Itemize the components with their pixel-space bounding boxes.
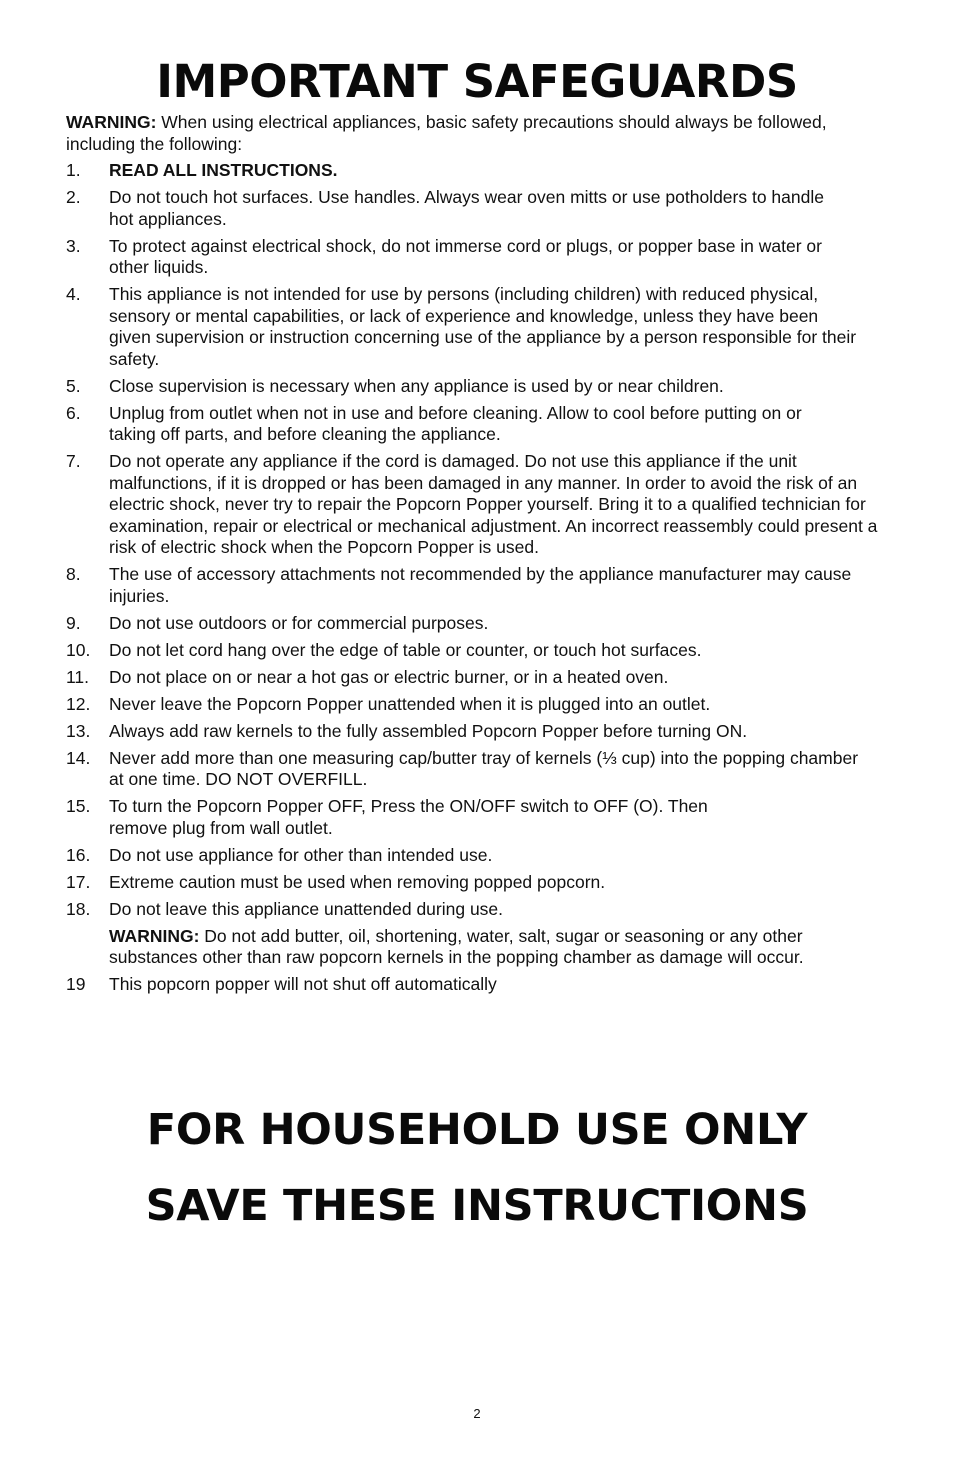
item-number: 2. — [66, 187, 81, 207]
list-item — [66, 872, 896, 894]
item-text: Do not operate any appliance if the cord is damaged. Do not use this appliance if the unit malfunctions, if it is dropped or has been damaged in any manner. In order to avoid the risk of an electric shock, never try to repair the Popcorn Popper yourself. Bring it to a qualified technician for examination, repair or electrical or mechanical adjustment. An incorrect reassembly could present a risk of electric shock when the Popcorn Popper is used. — [109, 451, 878, 557]
item-number: 12. — [66, 693, 91, 714]
item-text: Do not leave this appliance unattended during use. — [109, 898, 504, 919]
item-number: 10. — [66, 639, 91, 660]
sub-warning-text: Do not add butter, oil, shortening, water, salt, sugar or seasoning or any other substances other than raw popcorn kernels in the popping chamber as damage will occur. — [109, 925, 804, 967]
sub-warning — [66, 926, 896, 969]
intro-warning-label: WARNING: — [66, 112, 157, 132]
list-item — [66, 451, 896, 559]
list-item — [66, 403, 896, 446]
list-item — [66, 694, 896, 716]
item-number: 5. — [66, 375, 81, 396]
item-number: 4. — [66, 284, 81, 304]
page-title: IMPORTANT SAFEGUARDS — [156, 55, 798, 108]
list-item — [66, 899, 896, 921]
item-number: 9. — [66, 612, 81, 633]
list-item — [66, 748, 896, 791]
list-item — [66, 564, 896, 607]
item-text: This popcorn popper will not shut off automatically — [109, 974, 497, 994]
item-text: To turn the Popcorn Popper OFF, Press the ON/OFF switch to OFF (O). Then remove plug from wall outlet. — [109, 796, 708, 838]
list-item — [66, 796, 896, 839]
item-text: Never add more than one measuring cap/butter tray of kernels (⅓ cup) into the popping chamber at one time. DO NOT OVERFILL. — [109, 747, 859, 789]
item-text: Unplug from outlet when not in use and before cleaning. Allow to cool before putting on or taking off parts, and before cleaning the appliance. — [109, 402, 802, 444]
item-number: 14. — [66, 747, 91, 768]
list-item — [66, 667, 896, 689]
list-item — [66, 613, 896, 635]
item-text: Always add raw kernels to the fully assembled Popcorn Popper before turning ON. — [109, 720, 748, 741]
list-item — [66, 376, 896, 398]
item-text: Do not let cord hang over the edge of table or counter, or touch hot surfaces. — [109, 639, 702, 660]
item-number: 8. — [66, 564, 81, 584]
household-use-heading: FOR HOUSEHOLD USE ONLY — [146, 1105, 808, 1155]
list-item — [66, 640, 896, 662]
item-number: 13. — [66, 720, 91, 741]
item-text: Do not touch hot surfaces. Use handles. Always wear oven mitts or use potholders to handle hot appliances. — [109, 187, 824, 229]
item-number: 11. — [66, 666, 90, 687]
item-text: Close supervision is necessary when any appliance is used by or near children. — [109, 375, 724, 396]
item-text: Never leave the Popcorn Popper unattended when it is plugged into an outlet. — [109, 693, 711, 714]
item-text: To protect against electrical shock, do not immerse cord or plugs, or popper base in water or other liquids. — [109, 235, 822, 277]
list-item — [66, 974, 896, 996]
item-text: Do not use outdoors or for commercial purposes. — [109, 612, 489, 633]
list-item — [66, 845, 896, 867]
item-number: 3. — [66, 235, 81, 256]
item-number: 18. — [66, 898, 91, 919]
item-text: The use of accessory attachments not recommended by the appliance manufacturer may cause injuries. — [109, 564, 852, 606]
sub-warning-label: WARNING: — [109, 925, 200, 946]
item-number: 15. — [66, 796, 91, 816]
intro-warning-text: When using electrical appliances, basic safety precautions should always be followed, including the following: — [66, 112, 827, 154]
item-text: Do not use appliance for other than intended use. — [109, 844, 493, 865]
item-text: This appliance is not intended for use by persons (including children) with reduced physical, sensory or mental capabilities, or lack of experience and knowledge, unless they have been given supervision or instruction concerning use of the appliance by a person responsible for their safety. — [109, 284, 857, 369]
save-instructions-heading: SAVE THESE INSTRUCTIONS — [145, 1181, 809, 1231]
item-number: 16. — [66, 844, 91, 865]
item-text: Extreme caution must be used when removing popped popcorn. — [109, 871, 606, 892]
page-number: 2 — [473, 1406, 481, 1421]
list-item — [66, 236, 896, 279]
item-text: READ ALL INSTRUCTIONS. — [109, 160, 338, 180]
intro-warning — [66, 112, 896, 155]
list-item — [66, 721, 896, 743]
item-number: 1. — [66, 160, 81, 180]
item-number: 19 — [66, 974, 86, 994]
list-item — [66, 284, 896, 370]
list-item — [66, 187, 896, 230]
safeguards-list — [66, 160, 896, 1001]
list-item — [66, 160, 896, 182]
item-number: 17. — [66, 871, 91, 892]
item-text: Do not place on or near a hot gas or electric burner, or in a heated oven. — [109, 666, 669, 687]
item-number: 6. — [66, 402, 81, 423]
item-number: 7. — [66, 451, 81, 471]
